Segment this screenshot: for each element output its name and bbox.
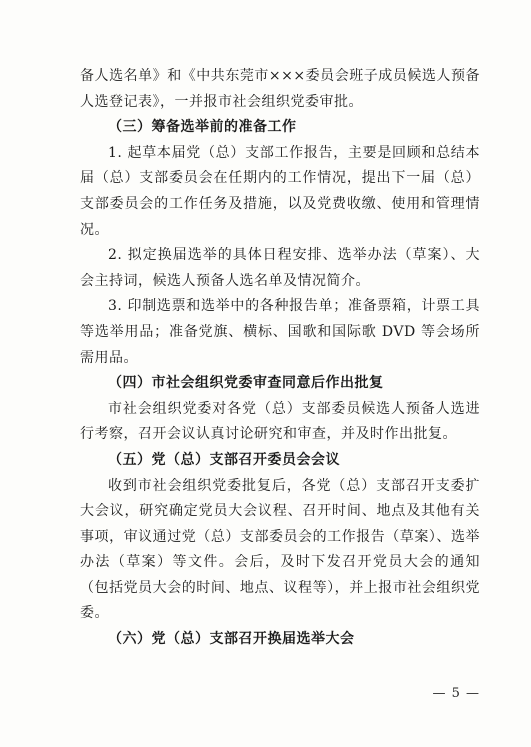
section-heading-6: （六）党（总）支部召开换届选举大会 bbox=[108, 631, 355, 648]
paragraph-item-3: 3. 印制选票和选举中的各种报告单；准备票箱，计票工具等选举用品；准备党旗、横标、国歌和国际歌 DVD 等会场所需用品。 bbox=[80, 298, 480, 366]
section-heading-5: （五）党（总）支部召开委员会会议 bbox=[108, 451, 340, 468]
page-number: — 5 — bbox=[432, 686, 480, 701]
section-heading-3: （三）筹备选举前的准备工作 bbox=[108, 119, 297, 136]
paragraph-section-5: 收到市社会组织党委批复后，各党（总）支部召开支委扩大会议，研究确定党员大会议程、召开时间、地点及其他有关事项，审议通过党（总）支部委员会的工作报告（草案）、选举办法（草案）等文件。会后，及时下发召开党员大会的通知（包括党员大会的时间、地点、议程等），并上报市社会组织党委。 bbox=[80, 477, 480, 622]
paragraph-item-2: 2. 拟定换届选举的具体日程安排、选举办法（草案）、大会主持词，候选人预备人选名单及情况简介。 bbox=[80, 247, 480, 289]
document-body bbox=[80, 64, 480, 653]
section-heading-4: （四）市社会组织党委审查同意后作出批复 bbox=[108, 375, 384, 392]
paragraph-item-1: 1. 起草本届党（总）支部工作报告，主要是回顾和总结本届（总）支部委员会在任期内的工作情况，提出下一届（总）支部委员会的工作任务及措施，以及党费收缴、使用和管理情况。 bbox=[80, 144, 480, 238]
paragraph-section-4: 市社会组织党委对各党（总）支部委员候选人预备人选进行考察，召开会议认真讨论研究和审查，并及时作出批复。 bbox=[80, 400, 480, 443]
paragraph-continuation: 备人选名单》和《中共东莞市×××委员会班子成员候选人预备人选登记表》，一并报市社会组织党委审批。 bbox=[80, 68, 480, 110]
